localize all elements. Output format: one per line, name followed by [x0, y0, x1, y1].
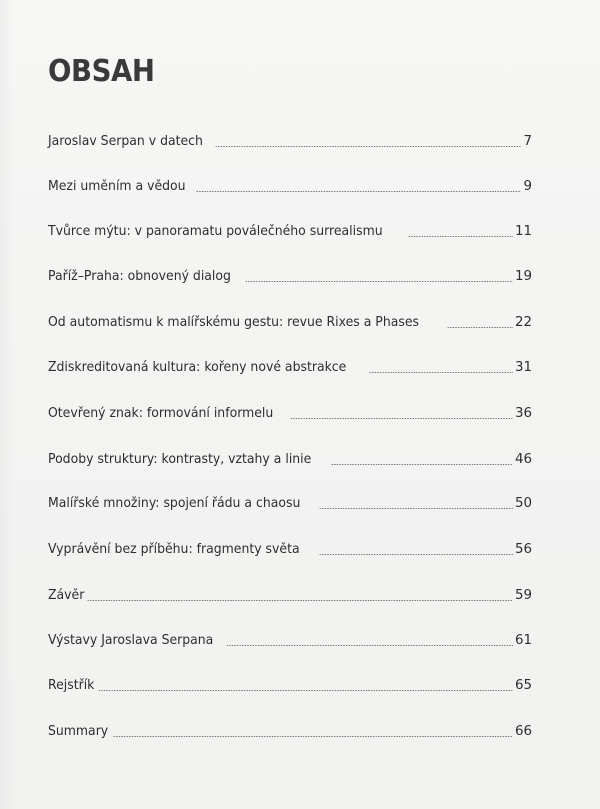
dot-leader	[113, 736, 513, 737]
page-title: OBSAH	[48, 54, 155, 90]
toc-entry-title: Zdiskreditovaná kultura: kořeny nové abstrakce	[48, 360, 347, 375]
dot-leader	[98, 690, 513, 691]
toc-entry-page: 9	[523, 179, 532, 194]
toc-entry-title: Tvůrce mýtu: v panoramatu poválečného surrealismu	[48, 224, 383, 239]
toc-entry-title: Summary	[48, 724, 109, 739]
toc-entry	[48, 584, 532, 604]
toc-entry-title: Jaroslav Serpan v datech	[48, 134, 203, 149]
toc-entry-title: Rejstřík	[48, 678, 95, 693]
dot-leader	[215, 146, 522, 147]
toc-entry-page: 36	[514, 406, 532, 421]
toc-entry-title: Výstavy Jaroslava Serpana	[48, 633, 214, 648]
toc-entry-title: Od automatismu k malířskému gestu: revue Rixes a Phases	[48, 315, 419, 330]
toc-entry-page: 19	[514, 269, 532, 284]
toc-entry-page: 7	[523, 134, 532, 149]
dot-leader	[408, 236, 513, 237]
toc-entry-title: Paříž–Praha: obnovený dialog	[48, 269, 231, 284]
toc-entry-page: 65	[514, 678, 532, 693]
dot-leader	[447, 327, 513, 328]
toc-entry-page: 31	[514, 360, 532, 375]
toc-entry-title: Malířské množiny: spojení řádu a chaosu	[48, 496, 301, 511]
toc-entry-page: 46	[514, 452, 532, 467]
dot-leader	[319, 508, 513, 509]
toc-entry-title: Otevřený znak: formování informelu	[48, 406, 274, 421]
dot-leader	[290, 418, 513, 419]
toc-entry	[48, 492, 532, 512]
toc-entry	[48, 402, 532, 422]
dot-leader	[245, 281, 513, 282]
toc-entry	[48, 674, 532, 694]
page-edge-shadow	[0, 0, 14, 809]
toc-entry-page: 22	[514, 315, 532, 330]
toc-entry	[48, 265, 532, 285]
toc-entry-title: Závěr	[48, 588, 85, 603]
toc-entry	[48, 175, 532, 195]
toc-entry	[48, 720, 532, 740]
dot-leader	[319, 554, 513, 555]
dot-leader	[369, 372, 513, 373]
toc-entry-page: 50	[514, 496, 532, 511]
toc-entry	[48, 356, 532, 376]
toc-entry-page: 61	[514, 633, 532, 648]
toc-entry-title: Podoby struktury: kontrasty, vztahy a linie	[48, 452, 312, 467]
dot-leader	[331, 464, 513, 465]
toc-entry-page: 11	[514, 224, 532, 239]
toc-entry-page: 56	[514, 542, 532, 557]
toc-entry	[48, 538, 532, 558]
toc-entry-page: 66	[514, 724, 532, 739]
toc-entry-title: Vyprávění bez příběhu: fragmenty světa	[48, 542, 300, 557]
toc-entry	[48, 220, 532, 240]
dot-leader	[87, 600, 513, 601]
toc-entry-page: 59	[514, 588, 532, 603]
toc-entry-title: Mezi uměním a vědou	[48, 179, 186, 194]
dot-leader	[196, 191, 522, 192]
dot-leader	[226, 645, 513, 646]
toc-entry	[48, 629, 532, 649]
toc-entry	[48, 130, 532, 150]
toc-entry	[48, 311, 532, 331]
toc-entry	[48, 448, 532, 468]
